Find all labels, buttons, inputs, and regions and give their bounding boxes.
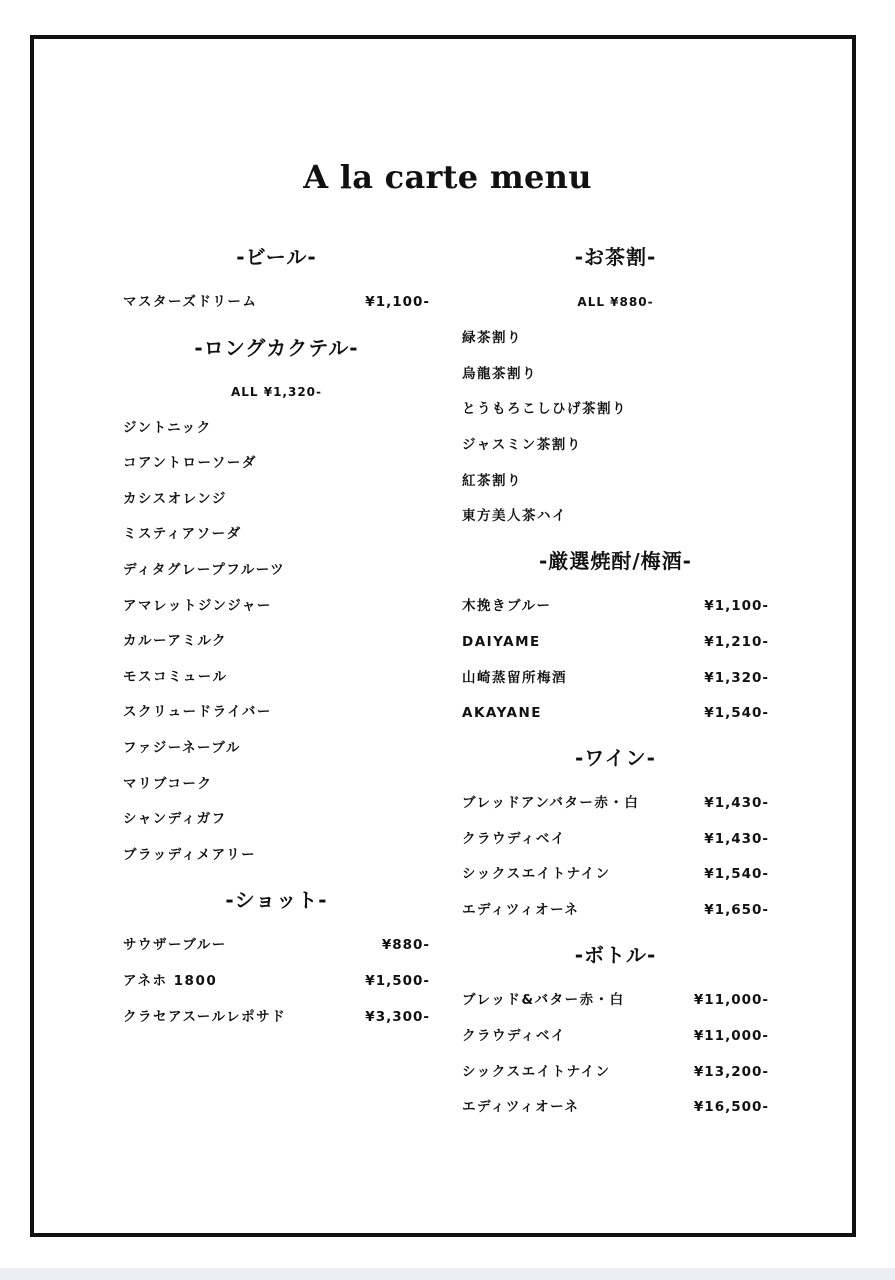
item-name: シャンディガフ	[123, 811, 227, 827]
item-name: クラセアスールレポサド	[123, 1009, 287, 1025]
item-name: モスコミュール	[123, 669, 228, 685]
item-price: ¥11,000-	[693, 992, 769, 1008]
item-name: ファジーネーブル	[123, 740, 241, 756]
item-name: シックスエイトナイン	[462, 1064, 611, 1080]
item-name: AKAYANE	[462, 705, 543, 721]
item-name: 木挽きブルー	[462, 598, 552, 614]
item-name: クラウディベイ	[462, 1028, 566, 1044]
item-price: ¥3,300-	[365, 1009, 430, 1025]
item-name: 紅茶割り	[462, 473, 522, 489]
section-heading-tea: -お茶割-	[574, 245, 657, 269]
item-price: ¥1,500-	[365, 973, 430, 989]
item-price: ¥1,100-	[704, 598, 769, 614]
item-name: ジャスミン茶割り	[462, 437, 582, 453]
section-heading-shochu: -厳選焼酎/梅酒-	[539, 549, 692, 573]
item-name: 緑茶割り	[462, 330, 522, 346]
item-price: ¥880-	[381, 937, 430, 953]
item-name: ブレッドアンバター赤・白	[462, 795, 640, 811]
item-name: シックスエイトナイン	[462, 866, 611, 882]
item-name: アネホ 1800	[123, 973, 218, 989]
item-name: DAIYAME	[462, 634, 541, 650]
item-name: アマレットジンジャー	[123, 598, 272, 614]
item-name: マスターズドリーム	[123, 294, 258, 310]
section-heading-bottle: -ボトル-	[574, 943, 657, 967]
item-name: スクリュードライバー	[123, 704, 272, 720]
item-price: ¥1,540-	[704, 705, 769, 721]
item-name: とうもろこしひげ茶割り	[462, 401, 627, 417]
item-name: サウザーブルー	[123, 937, 227, 953]
item-price: ¥1,100-	[365, 294, 430, 310]
item-price: ¥1,210-	[704, 634, 769, 650]
item-name: 東方美人茶ハイ	[462, 508, 567, 524]
item-name: クラウディベイ	[462, 831, 566, 847]
section-note-tea: ALL ¥880-	[577, 295, 654, 309]
item-name: マリブコーク	[123, 776, 213, 792]
item-price: ¥11,000-	[693, 1028, 769, 1044]
section-heading-beer: -ビール-	[236, 245, 317, 269]
item-name: エディツィオーネ	[462, 1099, 580, 1115]
bottom-strip	[0, 1268, 895, 1280]
section-heading-cocktail: -ロングカクテル-	[194, 336, 359, 360]
item-price: ¥13,200-	[693, 1064, 769, 1080]
item-name: カルーアミルク	[123, 633, 228, 649]
item-name: エディツィオーネ	[462, 902, 580, 918]
item-name: コアントローソーダ	[123, 455, 257, 471]
item-name: 山崎蒸留所梅酒	[462, 670, 567, 686]
item-price: ¥1,650-	[704, 902, 769, 918]
item-name: 烏龍茶割り	[462, 366, 537, 382]
item-name: ミスティアソーダ	[123, 526, 242, 542]
item-name: ブレッド&バター赤・白	[462, 992, 625, 1008]
item-price: ¥1,430-	[704, 831, 769, 847]
item-price: ¥1,540-	[704, 866, 769, 882]
item-name: ブラッディメアリー	[123, 847, 257, 863]
item-name: カシスオレンジ	[123, 491, 227, 507]
item-price: ¥16,500-	[693, 1099, 769, 1115]
section-heading-shot: -ショット-	[225, 888, 328, 912]
item-price: ¥1,320-	[704, 670, 769, 686]
section-heading-wine: -ワイン-	[574, 746, 656, 770]
item-price: ¥1,430-	[704, 795, 769, 811]
menu-title: A la carte menu	[303, 158, 592, 196]
section-note-cocktail: ALL ¥1,320-	[230, 385, 323, 399]
item-name: ディタグレープフルーツ	[123, 562, 286, 578]
item-name: ジントニック	[123, 420, 212, 436]
